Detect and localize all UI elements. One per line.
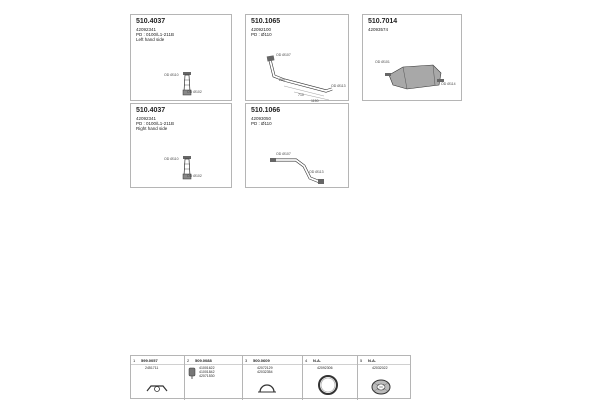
part-card-510-1066 — [245, 103, 349, 188]
accessory-1 — [131, 356, 184, 400]
part-code: 510.1066 — [251, 107, 281, 114]
accessory-code: N.A. — [368, 358, 376, 363]
dim-label: OD Ø102 — [187, 174, 202, 178]
dim-label: OD Ø107 — [276, 152, 291, 156]
part-side: Left hand side — [136, 37, 165, 42]
part-card-510-4037-right — [130, 103, 232, 188]
dim-label: OD Ø113 — [309, 170, 324, 174]
silencer-drawing — [385, 55, 445, 93]
accessory-number: 3 — [245, 358, 248, 363]
part-code: 510.7014 — [368, 18, 398, 25]
accessory-3 — [243, 356, 302, 400]
part-number: 42093050 — [251, 116, 272, 121]
accessory-code: N.A. — [313, 358, 321, 363]
accessory-number: 4 — [305, 358, 308, 363]
accessory-part: 42072129 — [257, 366, 273, 370]
accessory-code: 509.0088 — [195, 358, 212, 363]
accessory-part: 42032354 — [257, 370, 273, 374]
accessory-part: 42092306 — [317, 366, 333, 370]
accessory-4 — [303, 356, 357, 400]
part-number: 42092341 — [136, 116, 157, 121]
accessory-part: 2451711 — [145, 366, 159, 370]
part-pd: PD : Ø110 — [251, 121, 272, 126]
accessories-strip — [130, 355, 411, 399]
part-code: 510.4037 — [136, 107, 166, 114]
accessory-number: 5 — [360, 358, 363, 363]
accessory-code: 500.0609 — [253, 358, 270, 363]
part-card-510-7014 — [362, 14, 462, 101]
dim-label: 710 — [298, 93, 304, 97]
part-pd: PD : 0100/L1-211B — [136, 32, 174, 37]
dim-label: 260 — [279, 78, 285, 82]
part-side: Right hand side — [136, 126, 168, 131]
part-number: 42093574 — [368, 27, 389, 32]
dim-label: OD Ø102 — [187, 90, 202, 94]
accessory-number: 1 — [133, 358, 136, 363]
accessory-5 — [358, 356, 410, 400]
dim-label: 1150 — [311, 99, 319, 103]
bent-pipe-drawing — [268, 152, 332, 186]
part-number: 42092100 — [251, 27, 272, 32]
dim-label: OD Ø113 — [331, 84, 346, 88]
dim-label: OD Ø101 — [375, 60, 390, 64]
part-card-510-1065 — [245, 14, 349, 101]
dim-label: OD Ø107 — [276, 53, 291, 57]
accessory-part: 41001842 — [199, 370, 215, 374]
dim-label: OD Ø110 — [164, 73, 179, 77]
part-pd: PD : 0100/L1-211B — [136, 121, 174, 126]
accessory-part: 42032022 — [372, 366, 388, 370]
part-pd: PD : Ø110 — [251, 32, 272, 37]
part-card-510-4037-left — [130, 14, 232, 101]
dim-label: OD Ø114 — [441, 82, 456, 86]
part-code: 510.1065 — [251, 18, 281, 25]
hanger-drawing — [187, 366, 197, 380]
bracket-drawing — [145, 383, 169, 395]
clamp-drawing — [257, 380, 277, 396]
accessory-2 — [185, 356, 242, 400]
part-number: 42092341 — [136, 27, 157, 32]
accessory-part: 41001622 — [199, 366, 215, 370]
accessory-number: 2 — [187, 358, 190, 363]
front-pipe-drawing — [264, 50, 344, 100]
part-code: 510.4037 — [136, 18, 166, 25]
dim-label: OD Ø110 — [164, 157, 179, 161]
accessory-code: 599.0057 — [141, 358, 158, 363]
ring-clamp-drawing — [315, 373, 341, 397]
accessory-part: 42071530 — [199, 374, 215, 378]
mesh-gasket-drawing — [370, 378, 392, 396]
